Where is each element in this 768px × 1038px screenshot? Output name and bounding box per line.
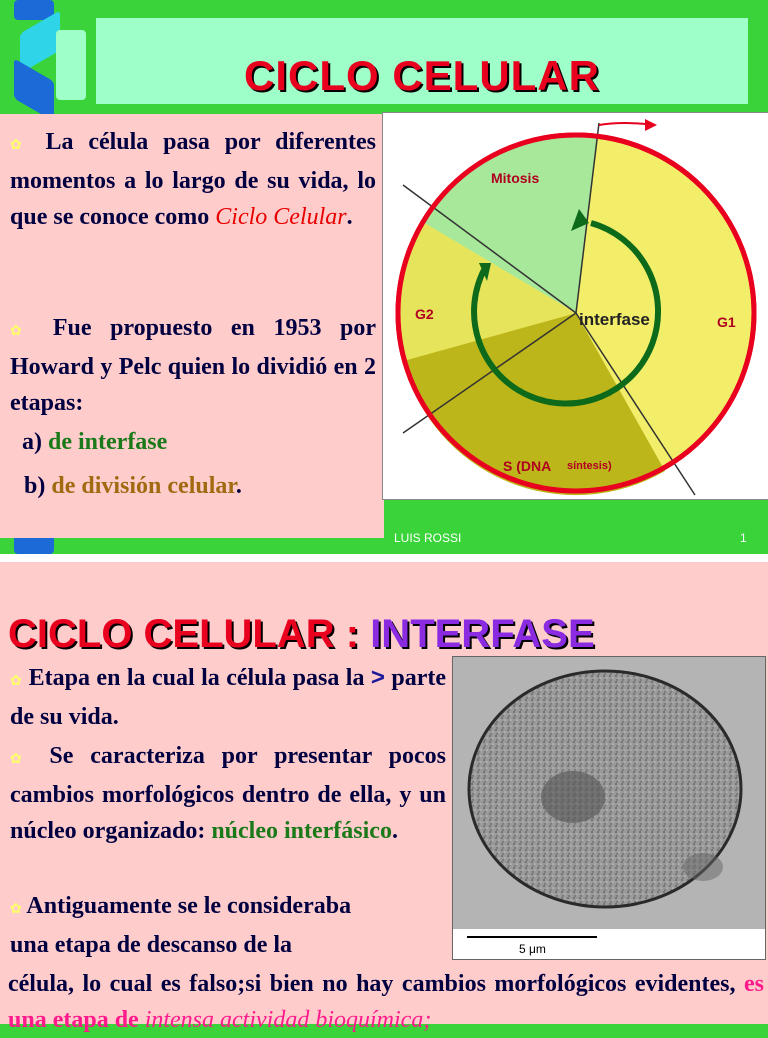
period: . [391,818,398,844]
p3-highlight: es una etapa de [8,971,764,1033]
item-a [22,424,167,460]
footer-author: LUIS ROSSI [394,531,462,545]
nucleo-interfasico-term: núcleo interfásico [211,818,392,844]
bullet-icon: ✿ [10,673,23,689]
p3-line-1: Antiguamente se le consideraba [26,893,352,919]
p3-italic-highlight: intensa actividad bioquímica; [144,1007,432,1033]
cell-cycle-diagram [382,112,768,500]
paragraph-1-text: La célula pasa por diferentes momentos a lo largo de su vida, lo que se conoce como [10,129,376,230]
sintesis-label: síntesis) [567,460,612,472]
slide-2-paragraph-1 [10,660,446,735]
item-a-text: de interfase [48,429,168,455]
p1-text: Etapa en la cual la célula pasa la [28,665,371,691]
bullet-icon: ✿ [10,901,22,917]
p3-line-2: una etapa de descanso de la [10,932,293,958]
greater-than-symbol: > [370,664,385,691]
item-b-prefix: b) [24,473,52,499]
title-interfase: INTERFASE [370,612,595,656]
title-main: CICLO CELULAR : [8,612,371,656]
item-a-prefix: a) [22,429,48,455]
p3-line-3: célula, lo cual es falso;si bien no hay cambios morfológicos evidentes, [8,971,744,997]
bullet-icon: ✿ [10,137,31,153]
bullet-icon: ✿ [10,323,35,339]
s-phase-label: S (DNA [503,458,552,474]
bullet-icon: ✿ [10,751,33,767]
slide-title: CICLO CELULAR [244,52,600,99]
nucleus-micrograph [452,656,766,960]
slide-2-title [8,612,595,657]
paragraph-2 [10,310,376,421]
scale-bar-label: 5 μm [519,942,546,956]
interfase-label: interfase [579,310,650,329]
p1-end: parte de su vida. [10,665,447,730]
footer-page-number: 1 [740,531,747,545]
paragraph-2-text: Fue propuesto en 1953 por Howard y Pelc quien lo dividió en 2 etapas: [10,315,377,416]
item-b-text: de división celular [51,473,236,499]
period: . [346,204,353,230]
period: . [235,473,242,499]
item-b [24,468,242,504]
ciclo-celular-term: Ciclo Celular [215,204,347,230]
slide-2-paragraph-3 [10,888,446,963]
paragraph-1 [10,124,376,235]
slide-2-paragraph-3-continued [8,966,764,1038]
g1-label: G1 [717,314,736,330]
mitosis-label: Mitosis [491,170,540,186]
p2-text: Se caracteriza por presentar pocos cambios morfológicos dentro de ella, y un núcleo organizado: [10,743,447,844]
slide-2-paragraph-2 [10,738,446,849]
g2-label: G2 [415,306,434,322]
